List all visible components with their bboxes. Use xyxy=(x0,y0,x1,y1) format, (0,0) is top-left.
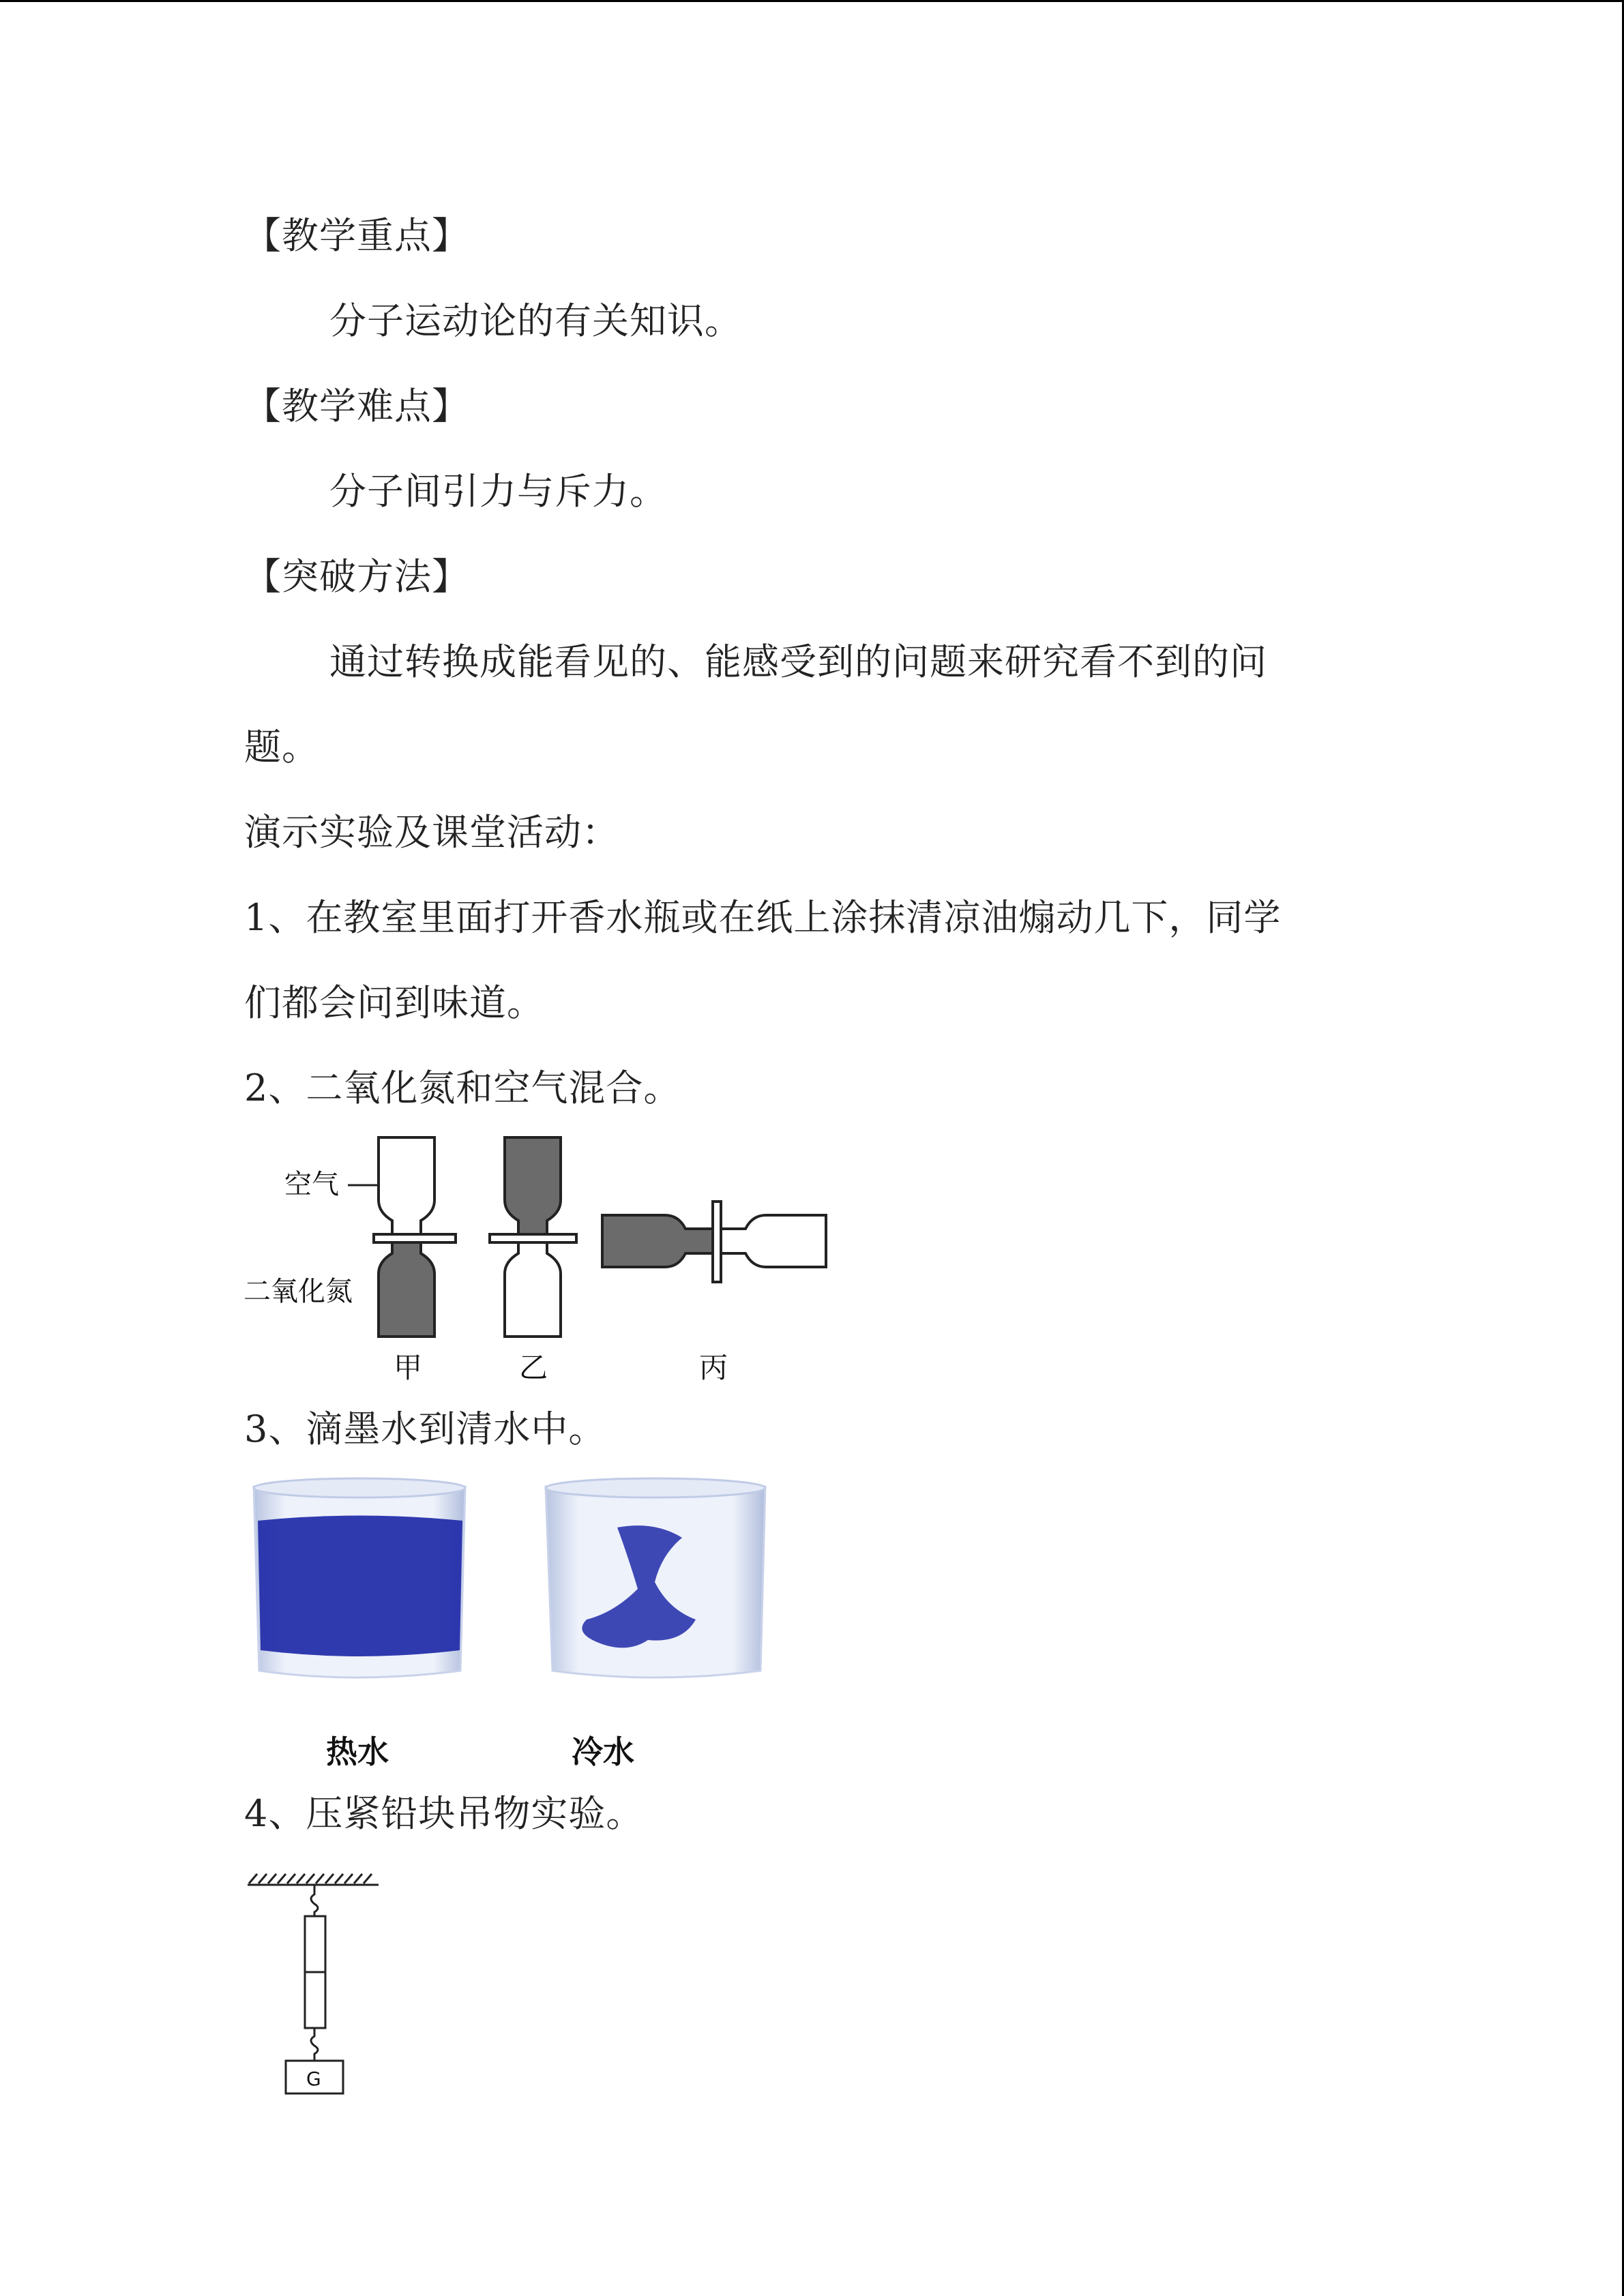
bottle-bing xyxy=(602,1202,826,1282)
methods-text-line1: 通过转换成能看见的、能感受到的问题来研究看不到的问 xyxy=(329,640,1267,683)
no2-label: 二氧化氮 xyxy=(243,1276,353,1307)
bottle-jia xyxy=(374,1137,456,1337)
item-4-text: 4、压紧铅块吊物实验。 xyxy=(244,1792,644,1835)
cold-water-glass xyxy=(546,1478,765,1678)
hot-water-glass xyxy=(254,1478,465,1678)
caption-jia: 甲 xyxy=(394,1351,423,1384)
item-2-text: 2、二氧化氮和空气混合。 xyxy=(244,1067,681,1109)
key-points-text: 分子运动论的有关知识。 xyxy=(329,299,742,342)
figure-gas-diffusion xyxy=(242,1125,842,1398)
no2-fill-yi xyxy=(505,1137,561,1234)
bottom-hook xyxy=(311,2028,318,2061)
air-label: 空气 xyxy=(284,1169,339,1200)
hot-ink xyxy=(258,1516,462,1657)
top-hook xyxy=(311,1885,318,1916)
heading-difficulties: 【教学难点】 xyxy=(244,385,469,428)
difficulties-text: 分子间引力与斥力。 xyxy=(329,470,667,513)
heading-methods: 【突破方法】 xyxy=(244,555,469,598)
methods-text-line2: 题。 xyxy=(244,726,319,769)
ceiling-hatching xyxy=(249,1874,372,1883)
no2-fill-bing xyxy=(602,1215,713,1267)
weight-label: G xyxy=(306,2068,321,2090)
item-1-line1: 1、在教室里面打开香水瓶或在纸上涂抹清凉油煽动几下，同学 xyxy=(244,896,1282,939)
caption-cold-water: 冷水 xyxy=(572,1733,634,1770)
figure-lead-blocks xyxy=(242,1868,392,2100)
demo-title: 演示实验及课堂活动： xyxy=(244,811,619,854)
caption-yi: 乙 xyxy=(519,1351,548,1384)
caption-hot-water: 热水 xyxy=(326,1733,389,1770)
item-1-line2: 们都会问到味道。 xyxy=(244,981,544,1024)
heading-key-points: 【教学重点】 xyxy=(244,214,469,257)
upper-lead-block xyxy=(305,1916,325,1972)
caption-bing: 丙 xyxy=(699,1351,728,1384)
figure-ink-diffusion xyxy=(246,1473,791,1780)
item-3-text: 3、滴墨水到清水中。 xyxy=(244,1407,606,1450)
bottle-yi xyxy=(490,1137,576,1337)
page-border-top xyxy=(0,0,1624,2)
no2-fill-jia xyxy=(379,1242,434,1337)
lower-lead-block xyxy=(305,1972,325,2028)
